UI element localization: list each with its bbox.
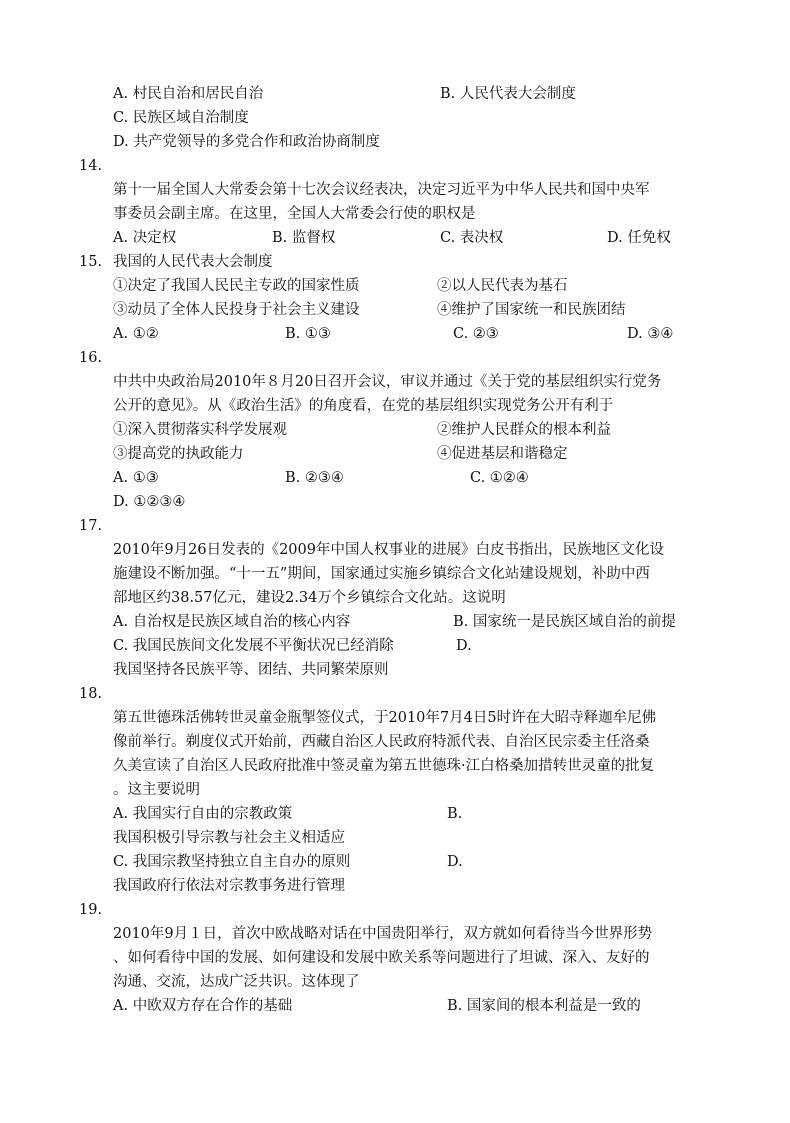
q17-option-b: B. 国家统一是民族区域自治的前提 (453, 614, 676, 630)
q17-option-d-text: 我国坚持各民族平等、团结、共同繁荣原则 (113, 662, 389, 678)
q14-option-d: D. 任免权 (607, 230, 671, 246)
q17-option-a: A. 自治权是民族区域自治的核心内容 (113, 614, 351, 630)
q18-stem-line-3: 久美宣读了自治区人民政府批准中签灵童为第五世德珠·江白格桑加措转世灵童的批复 (113, 758, 655, 774)
q18-option-d-text: 我国政府行依法对宗教事务进行管理 (113, 878, 345, 894)
q18-option-a: A. 我国实行自由的宗教政策 (113, 806, 293, 822)
q19-option-a: A. 中欧双方存在合作的基础 (113, 998, 293, 1014)
q15-option-b: B. ①③ (285, 326, 331, 342)
q17-stem-line-1: 2010年9月26日发表的《2009年中国人权事业的进展》白皮书指出，民族地区文化设 (113, 542, 664, 558)
q18-option-b-label: B. (447, 806, 463, 822)
q17-stem-line-3: 部地区约38.57亿元，建设2.34万个乡镇综合文化站。这说明 (113, 590, 506, 606)
q18-stem-line-1: 第五世德珠活佛转世灵童金瓶掣签仪式，于2010年7月4日5时许在大昭寺释迦牟尼佛 (113, 710, 657, 726)
q16-item-1: ①深入贯彻落实科学发展观 (113, 422, 287, 438)
q14-stem-line-2: 事委员会副主席。在这里，全国人大常委会行使的职权是 (113, 206, 476, 222)
q18-option-c: C. 我国宗教坚持独立自主自办的原则 (113, 854, 351, 870)
q13-option-d: D. 共产党领导的多党合作和政治协商制度 (113, 134, 380, 150)
q15-option-d: D. ③④ (627, 326, 674, 342)
q16-option-b: B. ②③④ (285, 470, 344, 486)
q15-option-c: C. ②③ (453, 326, 499, 342)
q17-number: 17. (79, 518, 103, 534)
q15-item-3: ③动员了全体人民投身于社会主义建设 (113, 302, 360, 318)
q14-option-c: C. 表决权 (440, 230, 504, 246)
q16-item-3: ③提高党的执政能力 (113, 446, 244, 462)
q14-option-a: A. 决定权 (113, 230, 177, 246)
q14-number: 14. (79, 158, 103, 174)
q15-item-1: ①决定了我国人民民主专政的国家性质 (113, 278, 360, 294)
q18-stem-line-4: 。这主要说明 (113, 782, 200, 798)
q13-option-b: B. 人民代表大会制度 (440, 86, 576, 102)
q18-stem-line-2: 像前举行。剃度仪式开始前，西藏自治区人民政府特派代表、自治区民宗委主任洛桑 (113, 734, 650, 750)
q17-stem-line-2: 施建设不断加强。“十一五”期间，国家通过实施乡镇综合文化站建设规划，补助中西 (113, 566, 650, 582)
q16-option-a: A. ①③ (113, 470, 159, 486)
q19-number: 19. (79, 902, 103, 918)
q15-item-4: ④维护了国家统一和民族团结 (437, 302, 626, 318)
q16-item-2: ②维护人民群众的根本利益 (437, 422, 611, 438)
q19-stem-line-3: 沟通、交流，达成广泛共识。这体现了 (113, 974, 360, 990)
q14-stem-line-1: 第十一届全国人大常委会第十七次会议经表决，决定习近平为中华人民共和国中央军 (113, 182, 650, 198)
q16-option-c: C. ①②④ (470, 470, 529, 486)
q16-option-d: D. ①②③④ (113, 494, 186, 510)
q17-option-c: C. 我国民族间文化发展不平衡状况已经消除 (113, 638, 394, 654)
q13-option-c: C. 民族区域自治制度 (113, 110, 249, 126)
q15-number: 15. (79, 254, 103, 270)
q16-number: 16. (79, 350, 103, 366)
q17-option-d-label: D. (456, 638, 472, 654)
q13-option-a: A. 村民自治和居民自治 (113, 86, 264, 102)
q16-stem-line-2: 公开的意见》。从《政治生活》的角度看，在党的基层组织实现党务公开有利于 (113, 398, 614, 414)
q15-option-a: A. ①② (113, 326, 159, 342)
q19-stem-line-2: 、如何看待中国的发展、如何建设和发展中欧关系等问题进行了坦诚、深入、友好的 (113, 950, 650, 966)
q18-option-b-text: 我国积极引导宗教与社会主义相适应 (113, 830, 345, 846)
q19-option-b: B. 国家间的根本利益是一致的 (447, 998, 641, 1014)
q15-item-2: ②以人民代表为基石 (437, 278, 568, 294)
q16-item-4: ④促进基层和谐稳定 (437, 446, 568, 462)
q14-option-b: B. 监督权 (272, 230, 336, 246)
q19-stem-line-1: 2010年9月１日，首次中欧战略对话在中国贵阳举行，双方就如何看待当今世界形势 (113, 926, 653, 942)
q15-stem-line-1: 我国的人民代表大会制度 (113, 254, 273, 270)
q18-number: 18. (79, 686, 103, 702)
q18-option-d-label: D. (447, 854, 463, 870)
q16-stem-line-1: 中共中央政治局2010年８月20日召开会议，审议并通过《关于党的基层组织实行党务 (113, 374, 662, 390)
